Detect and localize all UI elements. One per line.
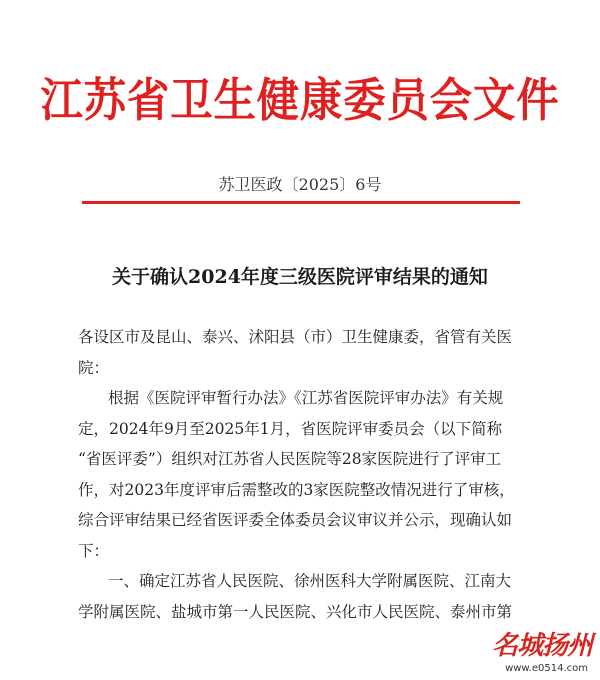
paragraph-line: “省医评委”）组织对江苏省人民医院等28家医院进行了评审工 <box>78 450 502 468</box>
paragraph-line: 一、确定江苏省人民医院、徐州医科大学附属医院、江南大 <box>108 572 512 590</box>
document-body <box>78 322 524 627</box>
watermark-url: www.e0514.com <box>505 663 588 674</box>
document-number: 苏卫医政〔2025〕6号 <box>218 175 382 194</box>
paragraph-line: 综合评审结果已经省医评委全体委员会议审议并公示，现确认如 <box>78 511 513 529</box>
watermark-logo: 名城扬州 <box>491 631 592 661</box>
site-watermark <box>482 622 594 676</box>
red-divider-line <box>82 201 520 204</box>
paragraph-line: 下： <box>78 541 110 560</box>
paragraph-line: 定，2024年9月至2025年1月，省医院评审委员会（以下简称 <box>78 419 503 438</box>
addressee-line: 各设区市及昆山、泰兴、沭阳县（市）卫生健康委，省管有关医 <box>78 328 513 346</box>
masthead-title: 江苏省卫生健康委员会文件 <box>40 73 560 127</box>
notice-title: 关于确认2024年度三级医院评审结果的通知 <box>112 266 488 288</box>
paragraph-line: 学附属医院、盐城市第一人民医院、兴化市人民医院、泰州市第 <box>78 602 513 621</box>
paragraph-line: 作，对2023年度评审后需整改的3家医院整改情况进行了审核， <box>78 480 515 499</box>
paragraph-line: 根据《医院评审暂行办法》《江苏省医院评审办法》有关规 <box>108 389 504 407</box>
addressee-line: 院： <box>78 358 110 377</box>
